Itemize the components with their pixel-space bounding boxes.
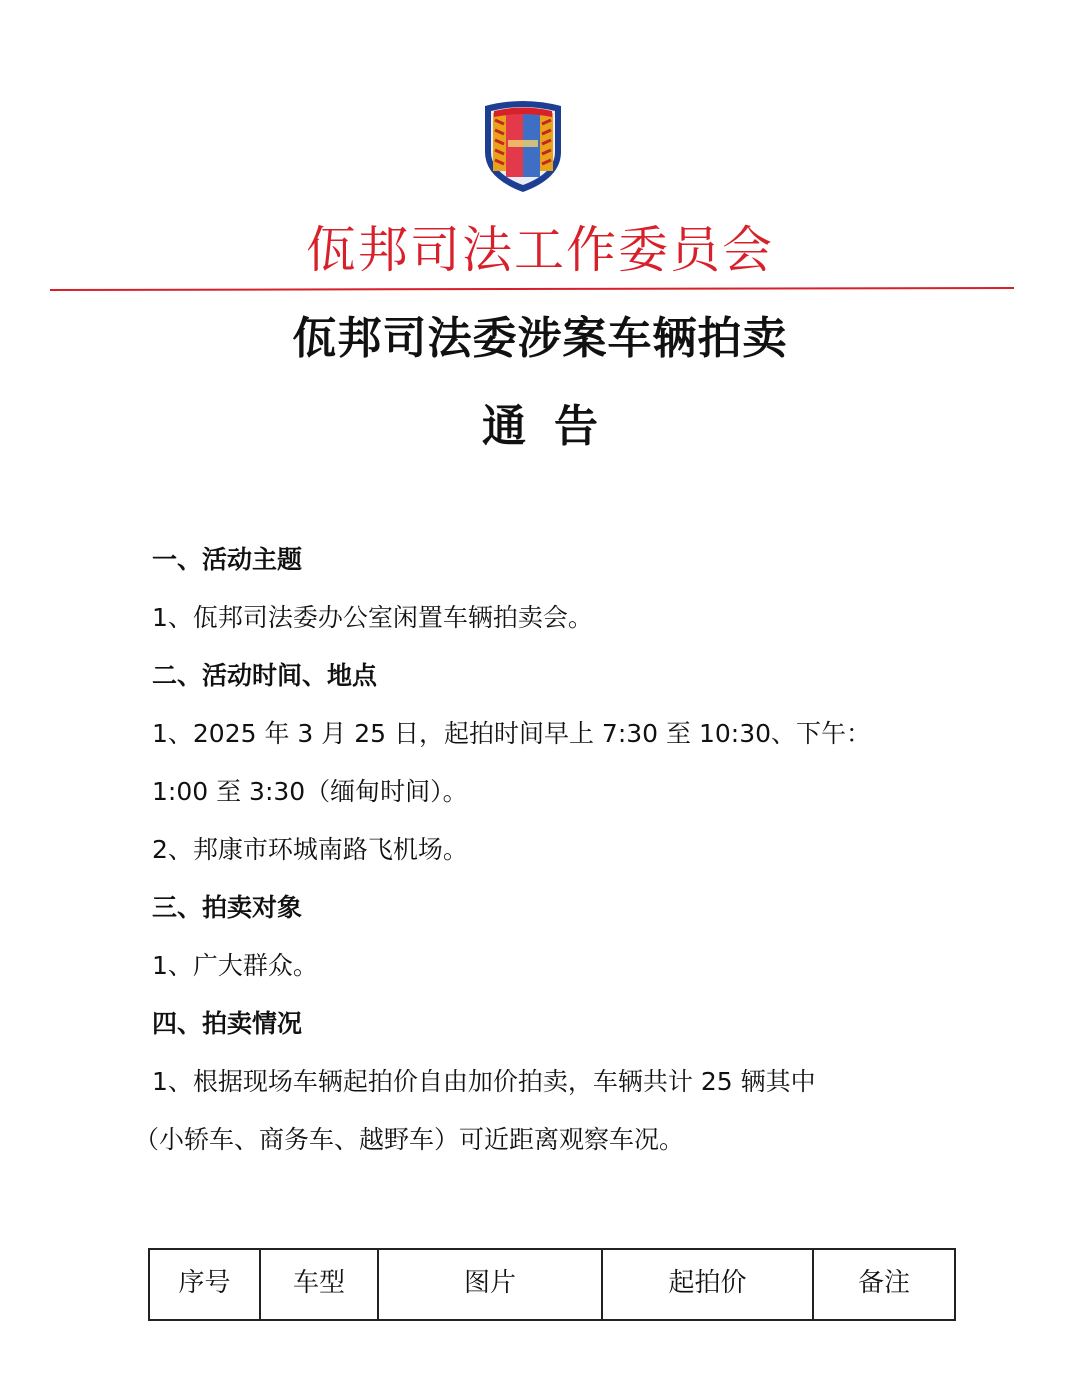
section-heading: 二、活动时间、地点 xyxy=(152,661,378,690)
column-header-model: 车型 xyxy=(260,1249,378,1320)
section-item: 1、2025 年 3 月 25 日，起拍时间早上 7:30 至 10:30、下午： xyxy=(152,719,872,748)
shield-emblem-icon xyxy=(482,100,564,194)
document-subtitle: 通告 xyxy=(482,401,626,452)
notice-body xyxy=(134,531,952,1169)
section-heading: 三、拍卖对象 xyxy=(152,893,303,922)
table-header-row xyxy=(149,1249,955,1320)
column-header-starting-price: 起拍价 xyxy=(602,1249,813,1320)
section-item: 1、佤邦司法委办公室闲置车辆拍卖会。 xyxy=(152,603,593,632)
vehicle-table xyxy=(148,1248,956,1321)
section-item: 1、广大群众。 xyxy=(152,951,318,980)
section-heading: 一、活动主题 xyxy=(152,545,303,574)
section-item: 2、邦康市环城南路飞机场。 xyxy=(152,835,468,864)
document-title: 佤邦司法委涉案车辆拍卖 xyxy=(292,313,788,364)
column-header-index: 序号 xyxy=(149,1249,260,1320)
column-header-image: 图片 xyxy=(378,1249,602,1320)
header-divider xyxy=(50,287,1014,291)
section-item: 1、根据现场车辆起拍价自由加价拍卖，车辆共计 25 辆其中 xyxy=(152,1067,816,1096)
section-item-continued: 1:00 至 3:30（缅甸时间）。 xyxy=(152,777,468,806)
organization-name: 佤邦司法工作委员会 xyxy=(306,221,774,279)
section-heading: 四、拍卖情况 xyxy=(152,1009,303,1038)
column-header-remarks: 备注 xyxy=(813,1249,955,1320)
section-item-continued: （小轿车、商务车、越野车）可近距离观察车况。 xyxy=(134,1125,685,1154)
